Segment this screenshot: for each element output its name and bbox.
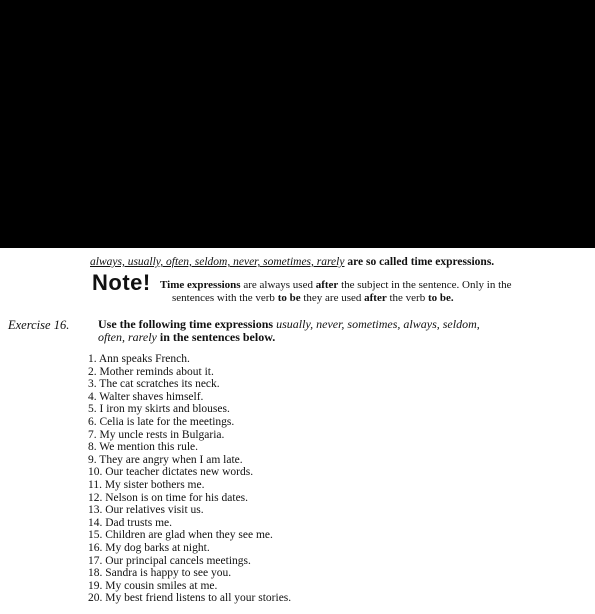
time-expression-list: always, usually, often, seldom, never, sometimes, rarely	[90, 256, 345, 268]
sentence-item: 5. I iron my skirts and blouses.	[88, 403, 230, 416]
note-term-to-be: to be	[277, 292, 301, 304]
note-text-part: they are used	[300, 292, 365, 304]
instruction-expressions: usually, never, sometimes, always, seldom,	[276, 317, 480, 331]
sentence-item: 10. Our teacher dictates new words.	[88, 466, 254, 479]
note-text-part: the verb	[386, 292, 428, 304]
sentence-item: 13. Our relatives visit us.	[88, 504, 204, 517]
note-line-1	[160, 279, 512, 291]
instruction-text: in the sentences below.	[156, 330, 276, 344]
sentence-item: 9. They are angry when I am late.	[88, 453, 243, 466]
instruction-expressions: often, rarely	[98, 330, 157, 344]
sentence-item: 16. My dog barks at night.	[88, 541, 210, 554]
sentence-item: 14. Dad trusts me.	[88, 516, 173, 529]
note-line-2	[160, 292, 590, 305]
sentence-item: 7. My uncle rests in Bulgaria.	[88, 428, 225, 441]
sentence-item: 11. My sister bothers me.	[88, 478, 205, 491]
note-text	[160, 279, 590, 305]
sentence-item: 15. Children are glad when they see me.	[88, 529, 273, 542]
sentence-item: 18. Sandra is happy to see you.	[88, 567, 232, 580]
note-text-part: sentences with the verb	[172, 292, 278, 304]
sentence-list	[88, 353, 291, 605]
note-text-part: are always used	[240, 279, 316, 291]
exercise-instructions	[98, 318, 588, 344]
sentence-item: 4. Walter shaves himself.	[88, 390, 204, 403]
instruction-line-2	[98, 331, 588, 344]
sentence-item: 1. Ann speaks French.	[88, 353, 190, 365]
sentence-item: 2. Mother reminds about it.	[88, 365, 214, 378]
sentence-item: 3. The cat scratches its neck.	[88, 378, 220, 391]
instruction-text: Use the following time expressions	[98, 317, 277, 331]
sentence-item: 6. Celia is late for the meetings.	[88, 415, 235, 428]
intro-rest: are so called time expressions.	[344, 256, 495, 268]
sentence-item: 19. My cousin smiles at me.	[88, 579, 218, 592]
sentence-item: 12. Nelson is on time for his dates.	[88, 491, 249, 504]
note-term-time-expressions: Time expressions	[160, 279, 241, 291]
note-term-after: after	[315, 279, 339, 291]
note-term-to-be: to be.	[427, 292, 454, 304]
sentence-item: 8. We mention this rule.	[88, 441, 199, 454]
sentence-item: 17. Our principal cancels meetings.	[88, 554, 251, 567]
sentence-item: 20. My best friend listens to all your stories.	[88, 592, 292, 605]
note-text-part: the subject in the sentence. Only in the	[338, 279, 512, 291]
note-term-after: after	[364, 292, 387, 304]
exercise-label: Exercise 16.	[8, 318, 70, 332]
redacted-black-area	[0, 0, 595, 248]
note-heading: Note!	[92, 270, 151, 295]
intro-line	[90, 256, 494, 268]
